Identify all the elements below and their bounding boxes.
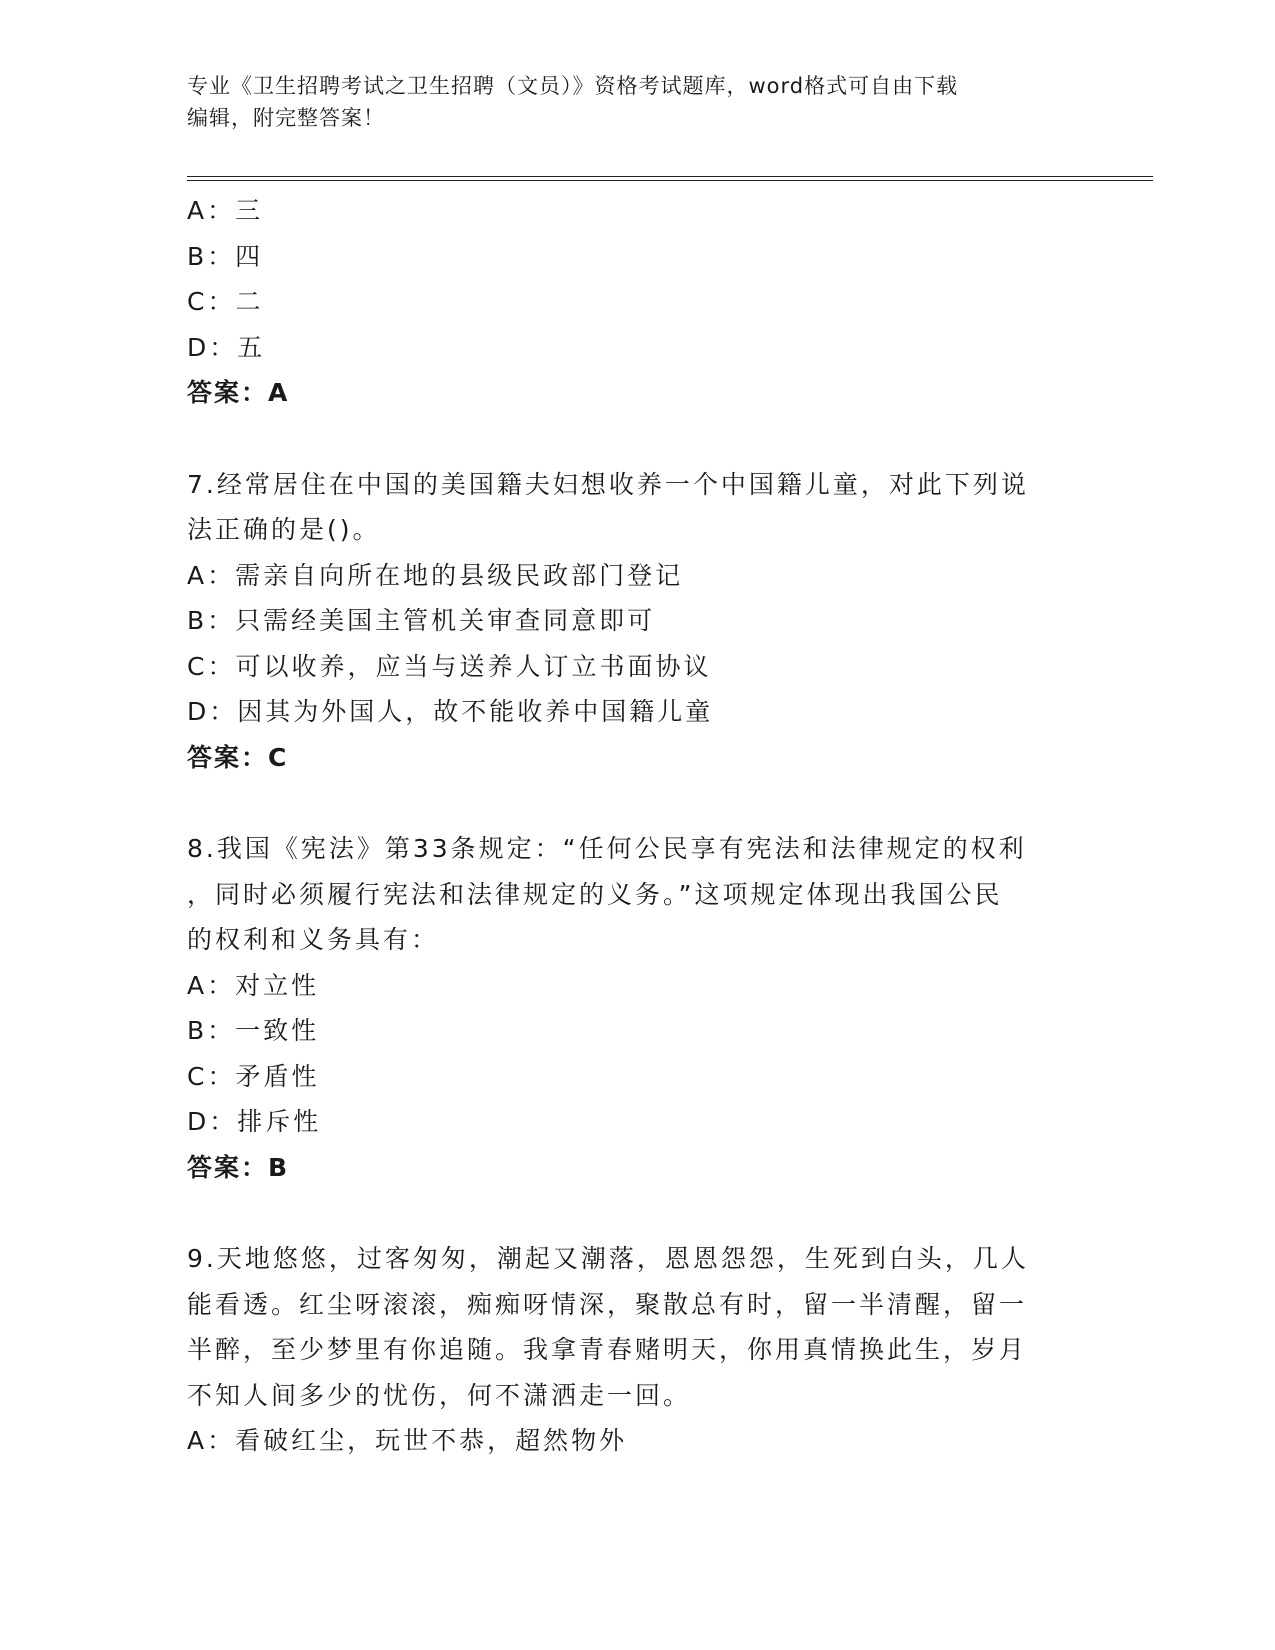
option-key: A： xyxy=(187,970,236,1000)
question-stem-line: 法正确的是()。 xyxy=(187,515,381,544)
option-text: 一致性 xyxy=(235,1016,320,1045)
spacer xyxy=(187,1190,1067,1236)
option-text: 只需经美国主管机关审查同意即可 xyxy=(235,606,656,635)
option-text: 看破红尘，玩世不恭，超然物外 xyxy=(235,1426,628,1455)
option-d xyxy=(187,325,1067,371)
header-title-line-1: 专业《卫生招聘考试之卫生招聘（文员）》资格考试题库，word格式可自由下载 xyxy=(187,74,959,98)
option-key: A： xyxy=(187,1426,236,1455)
option-text: 对立性 xyxy=(235,970,320,1000)
option-key: D： xyxy=(187,332,238,362)
option-text: 二 xyxy=(235,287,264,316)
question-6 xyxy=(187,188,1067,416)
option-c xyxy=(187,644,1067,690)
question-stem-line: 能看透。红尘呀滚滚，痴痴呀情深，聚散总有时，留一半清醒，留一 xyxy=(187,1289,1028,1319)
option-b xyxy=(187,234,1067,280)
option-text: 五 xyxy=(237,332,266,362)
question-stem-line: 不知人间多少的忧伤，何不潇洒走一回。 xyxy=(187,1380,692,1410)
option-key: D： xyxy=(187,697,238,726)
option-text: 三 xyxy=(235,196,264,225)
answer: 答案：B xyxy=(187,1152,290,1182)
option-key: B： xyxy=(187,606,236,635)
question-stem-line: 7.经常居住在中国的美国籍夫妇想收养一个中国籍儿童，对此下列说 xyxy=(187,469,1029,499)
document-header xyxy=(187,70,1087,134)
question-stem-line: 半醉，至少梦里有你追随。我拿青春赌明天，你用真情换此生，岁月 xyxy=(187,1335,1028,1364)
option-text: 可以收养，应当与送养人订立书面协议 xyxy=(235,651,712,681)
option-text: 排斥性 xyxy=(237,1107,322,1136)
option-text: 需亲自向所在地的县级民政部门登记 xyxy=(235,560,684,590)
option-d xyxy=(187,689,1067,735)
spacer xyxy=(187,780,1067,826)
option-a xyxy=(187,188,1067,234)
option-key: D： xyxy=(187,1107,238,1136)
question-content xyxy=(187,188,1067,1464)
option-key: A： xyxy=(187,196,236,225)
question-stem-line: 8.我国《宪法》第33条规定：“任何公民享有宪法和法律规定的权利 xyxy=(187,834,1027,863)
option-a xyxy=(187,1418,1067,1464)
question-8 xyxy=(187,826,1067,1190)
option-text: 矛盾性 xyxy=(235,1061,320,1091)
option-d xyxy=(187,1099,1067,1145)
header-title-line-2: 编辑，附完整答案！ xyxy=(187,106,385,130)
question-stem-line: ，同时必须履行宪法和法律规定的义务。”这项规定体现出我国公民 xyxy=(187,879,1003,909)
option-c xyxy=(187,1054,1067,1100)
option-text: 因其为外国人，故不能收养中国籍儿童 xyxy=(237,697,714,726)
question-9 xyxy=(187,1236,1067,1464)
option-key: B： xyxy=(187,1016,236,1045)
option-text: 四 xyxy=(235,241,264,271)
question-7 xyxy=(187,462,1067,781)
option-key: C： xyxy=(187,287,236,316)
spacer xyxy=(187,416,1067,462)
option-a xyxy=(187,963,1067,1009)
option-b xyxy=(187,1008,1067,1054)
answer: 答案：A xyxy=(187,378,290,407)
question-stem-line: 的权利和义务具有： xyxy=(187,925,440,954)
option-c xyxy=(187,279,1067,325)
header-divider xyxy=(187,176,1153,181)
answer: 答案：C xyxy=(187,742,289,772)
option-b xyxy=(187,598,1067,644)
option-key: C： xyxy=(187,651,236,681)
option-key: C： xyxy=(187,1061,236,1091)
option-key: A： xyxy=(187,560,236,590)
option-key: B： xyxy=(187,241,236,271)
question-stem-line: 9.天地悠悠，过客匆匆，潮起又潮落，恩恩怨怨，生死到白头，几人 xyxy=(187,1244,1029,1273)
option-a xyxy=(187,553,1067,599)
